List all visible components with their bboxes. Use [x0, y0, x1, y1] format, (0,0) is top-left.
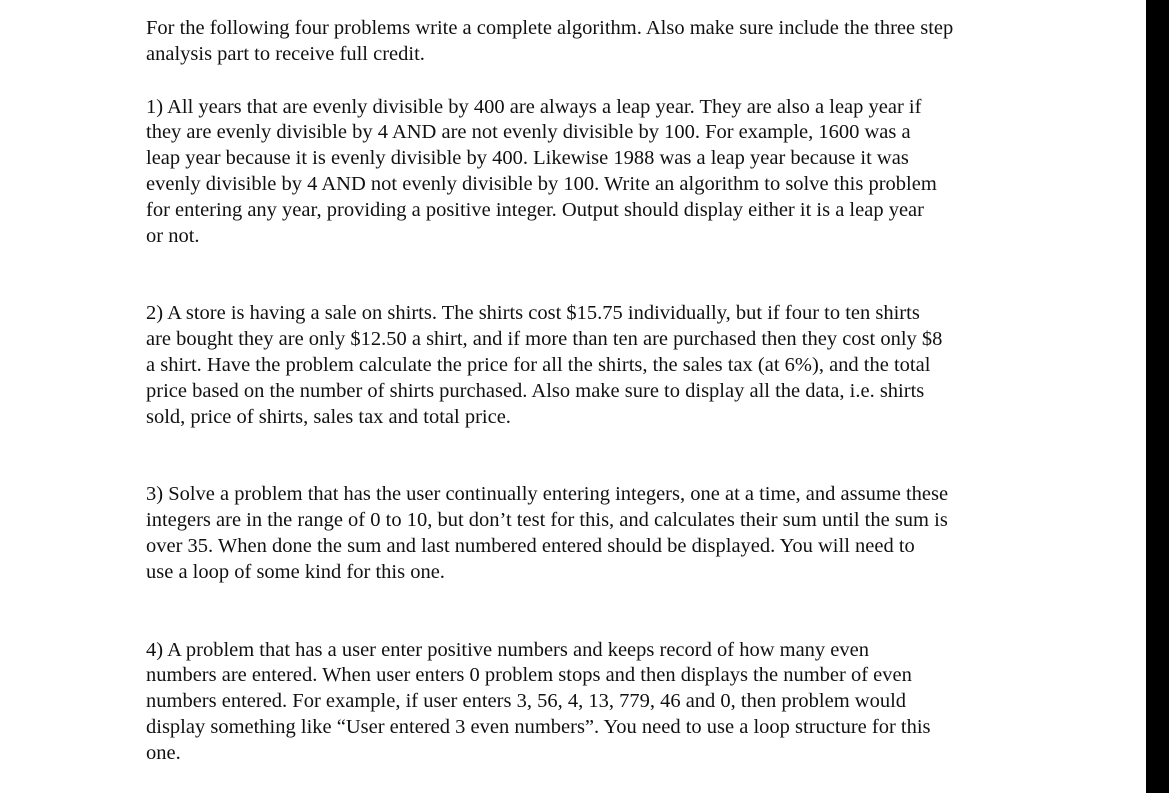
problem-2-shirt-sale: 2) A store is having a sale on shirts. The shirts cost $15.75 individually, but if four to ten shirts are bought they are only $12.50 a shirt, and if more than ten are purchased then they cost only $8 a shirt. Have the problem calculate the price for all the shirts, the sales tax (at 6%), and the total price based on the number of shirts purchased. Also make sure to display all the data, i.e. shirts sold, price of shirts, sales tax and total price.: [146, 302, 943, 428]
problem-1-leap-year: 1) All years that are evenly divisible by 400 are always a leap year. They are also a leap year if they are evenly divisible by 4 AND are not evenly divisible by 100. For example, 1600 was a leap year because it is evenly divisible by 400. Likewise 1988 was a leap year because it was evenly divisible by 4 AND not evenly divisible by 100. Write an algorithm to solve this problem for entering any year, providing a positive integer. Output should display either it is a leap year or not.: [146, 95, 937, 247]
problem-3-sum-loop: 3) Solve a problem that has the user continually entering integers, one at a time, and assume these integers are in the range of 0 to 10, but don’t test for this, and calculates their sum until the sum is over 35. When done the sum and last numbered entered should be displayed. You will need to use a loop of some kind for this one.: [146, 483, 949, 583]
problem-4-even-count: 4) A problem that has a user enter positive numbers and keeps record of how many even numbers are entered. When user enters 0 problem stops and then displays the number of even numbers entered. For example, if user enters 3, 56, 4, 13, 779, 46 and 0, then problem would display something like “User entered 3 even numbers”. You need to use a loop structure for this one.: [146, 638, 931, 764]
instructions-paragraph: For the following four problems write a complete algorithm. Also make sure include the three step analysis part to receive full credit.: [146, 17, 954, 65]
document-body: [146, 16, 1026, 767]
